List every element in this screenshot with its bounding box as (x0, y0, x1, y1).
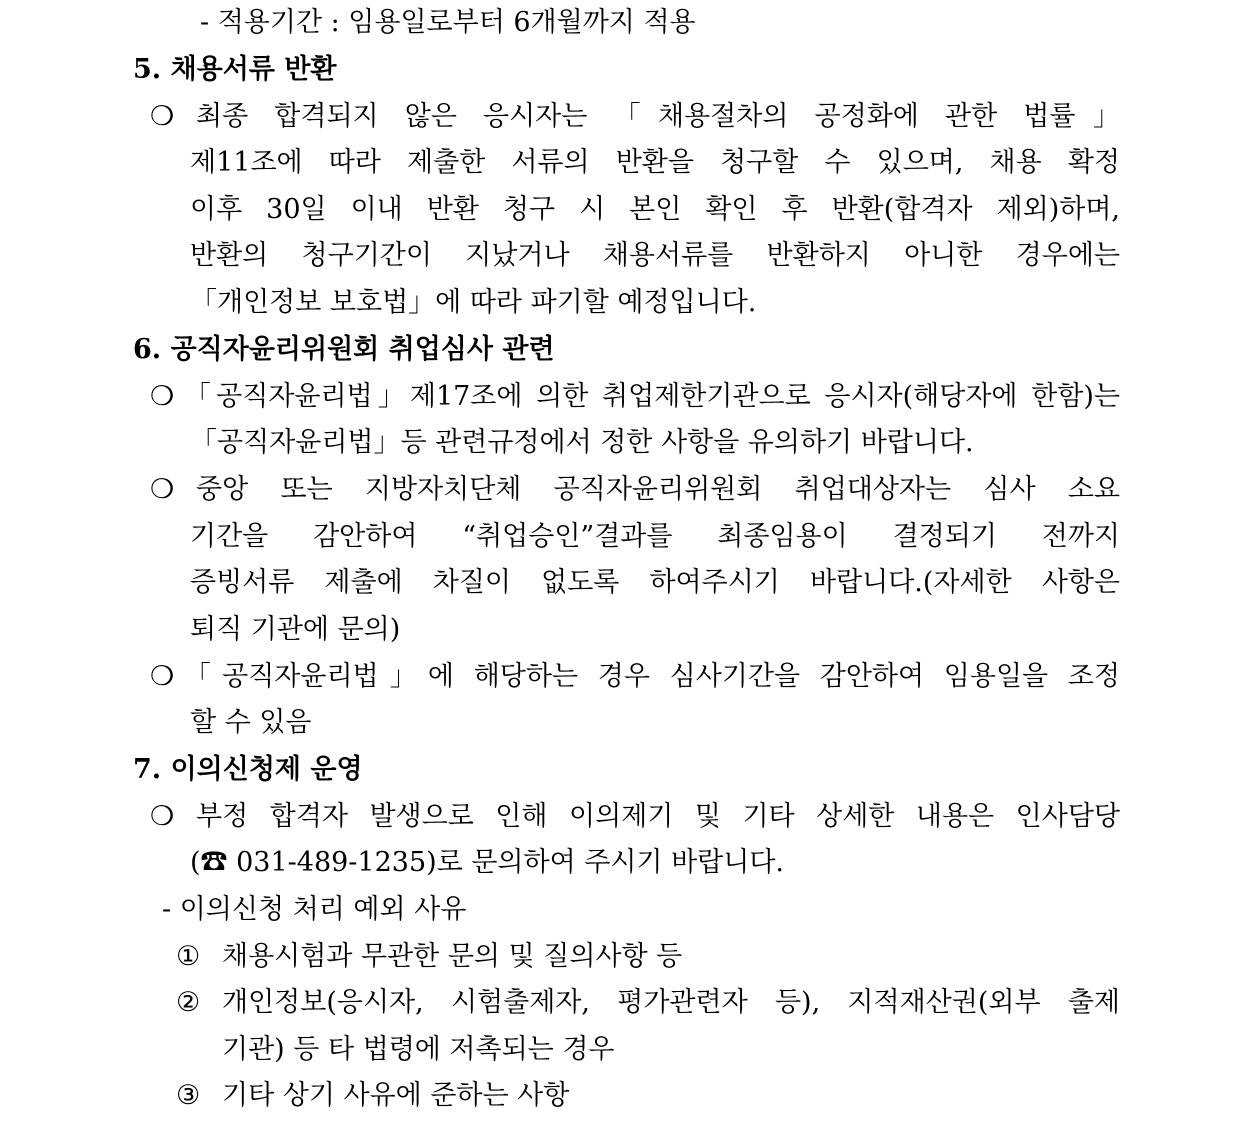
section-5-text-line: 이후 30일 이내 반환 청구 시 본인 확인 후 반환(합격자 제외)하며, (190, 194, 1120, 225)
exception-reasons-heading: - 이의신청 처리 예외 사유 (162, 894, 467, 925)
section-5-text-line: 최종 합격되지 않은 응시자는 「채용절차의 공정화에 관한 법률」 (196, 101, 1120, 132)
section-6-item-1-line: 「공직자윤리법」제17조에 의한 취업제한기관으로 응시자(해당자에 한함)는 (184, 381, 1120, 412)
exception-text-line: 개인정보(응시자, 시험출제자, 평가관련자 등), 지적재산권(외부 출제 (222, 987, 1120, 1018)
section-6-item-2-line: 기간을 감안하여 “취업승인”결과를 최종임용이 결정되기 전까지 (190, 521, 1120, 552)
section-6-item-2-line: 중앙 또는 지방자치단체 공직자윤리위원회 취업대상자는 심사 소요 (196, 474, 1120, 505)
section-6-item-2-line: 퇴직 기관에 문의) (190, 614, 401, 645)
section-6-item-3-line: 「공직자윤리법」에 해당하는 경우 심사기간을 감안하여 임용일을 조정 (184, 661, 1120, 692)
section-6-item-3-line: 할 수 있음 (190, 707, 312, 738)
section-5-text-line: 「개인정보 보호법」에 따라 파기할 예정입니다. (190, 287, 757, 318)
section-5-text-line: 제11조에 따라 제출한 서류의 반환을 청구할 수 있으며, 채용 확정 (190, 147, 1120, 178)
section-6-item-2-line: 증빙서류 제출에 차질이 없도록 하여주시기 바랍니다.(자세한 사항은 (190, 567, 1120, 598)
section-7-text-line: 부정 합격자 발생으로 인해 이의제기 및 기타 상세한 내용은 인사담당 (196, 801, 1120, 832)
exception-text-line: 기타 상기 사유에 준하는 사항 (222, 1080, 570, 1111)
exception-number: ③ (176, 1080, 201, 1111)
section-7-heading: 7. 이의신청제 운영 (133, 754, 363, 785)
section-6-heading: 6. 공직자윤리위원회 취업심사 관련 (133, 334, 555, 365)
bullet-icon: ❍ (150, 801, 175, 832)
section-5-heading: 5. 채용서류 반환 (133, 54, 337, 85)
exception-number: ② (176, 987, 201, 1018)
exception-number: ① (176, 941, 201, 972)
bullet-icon: ❍ (150, 661, 175, 692)
bullet-icon: ❍ (150, 474, 175, 505)
section-5-text-line: 반환의 청구기간이 지났거나 채용서류를 반환하지 아니한 경우에는 (190, 240, 1120, 271)
applicable-period-item: - 적용기간 : 임용일로부터 6개월까지 적용 (200, 7, 696, 38)
bullet-icon: ❍ (150, 381, 175, 412)
exception-text-line: 기관) 등 타 법령에 저촉되는 경우 (222, 1034, 615, 1065)
exception-text-line: 채용시험과 무관한 문의 및 질의사항 등 (222, 941, 683, 972)
section-6-item-1-line: 「공직자윤리법」등 관련규정에서 정한 사항을 유의하기 바랍니다. (190, 427, 974, 458)
section-7-text-line: (☎ 031-489-1235)로 문의하여 주시기 바랍니다. (190, 847, 784, 878)
bullet-icon: ❍ (150, 101, 175, 132)
